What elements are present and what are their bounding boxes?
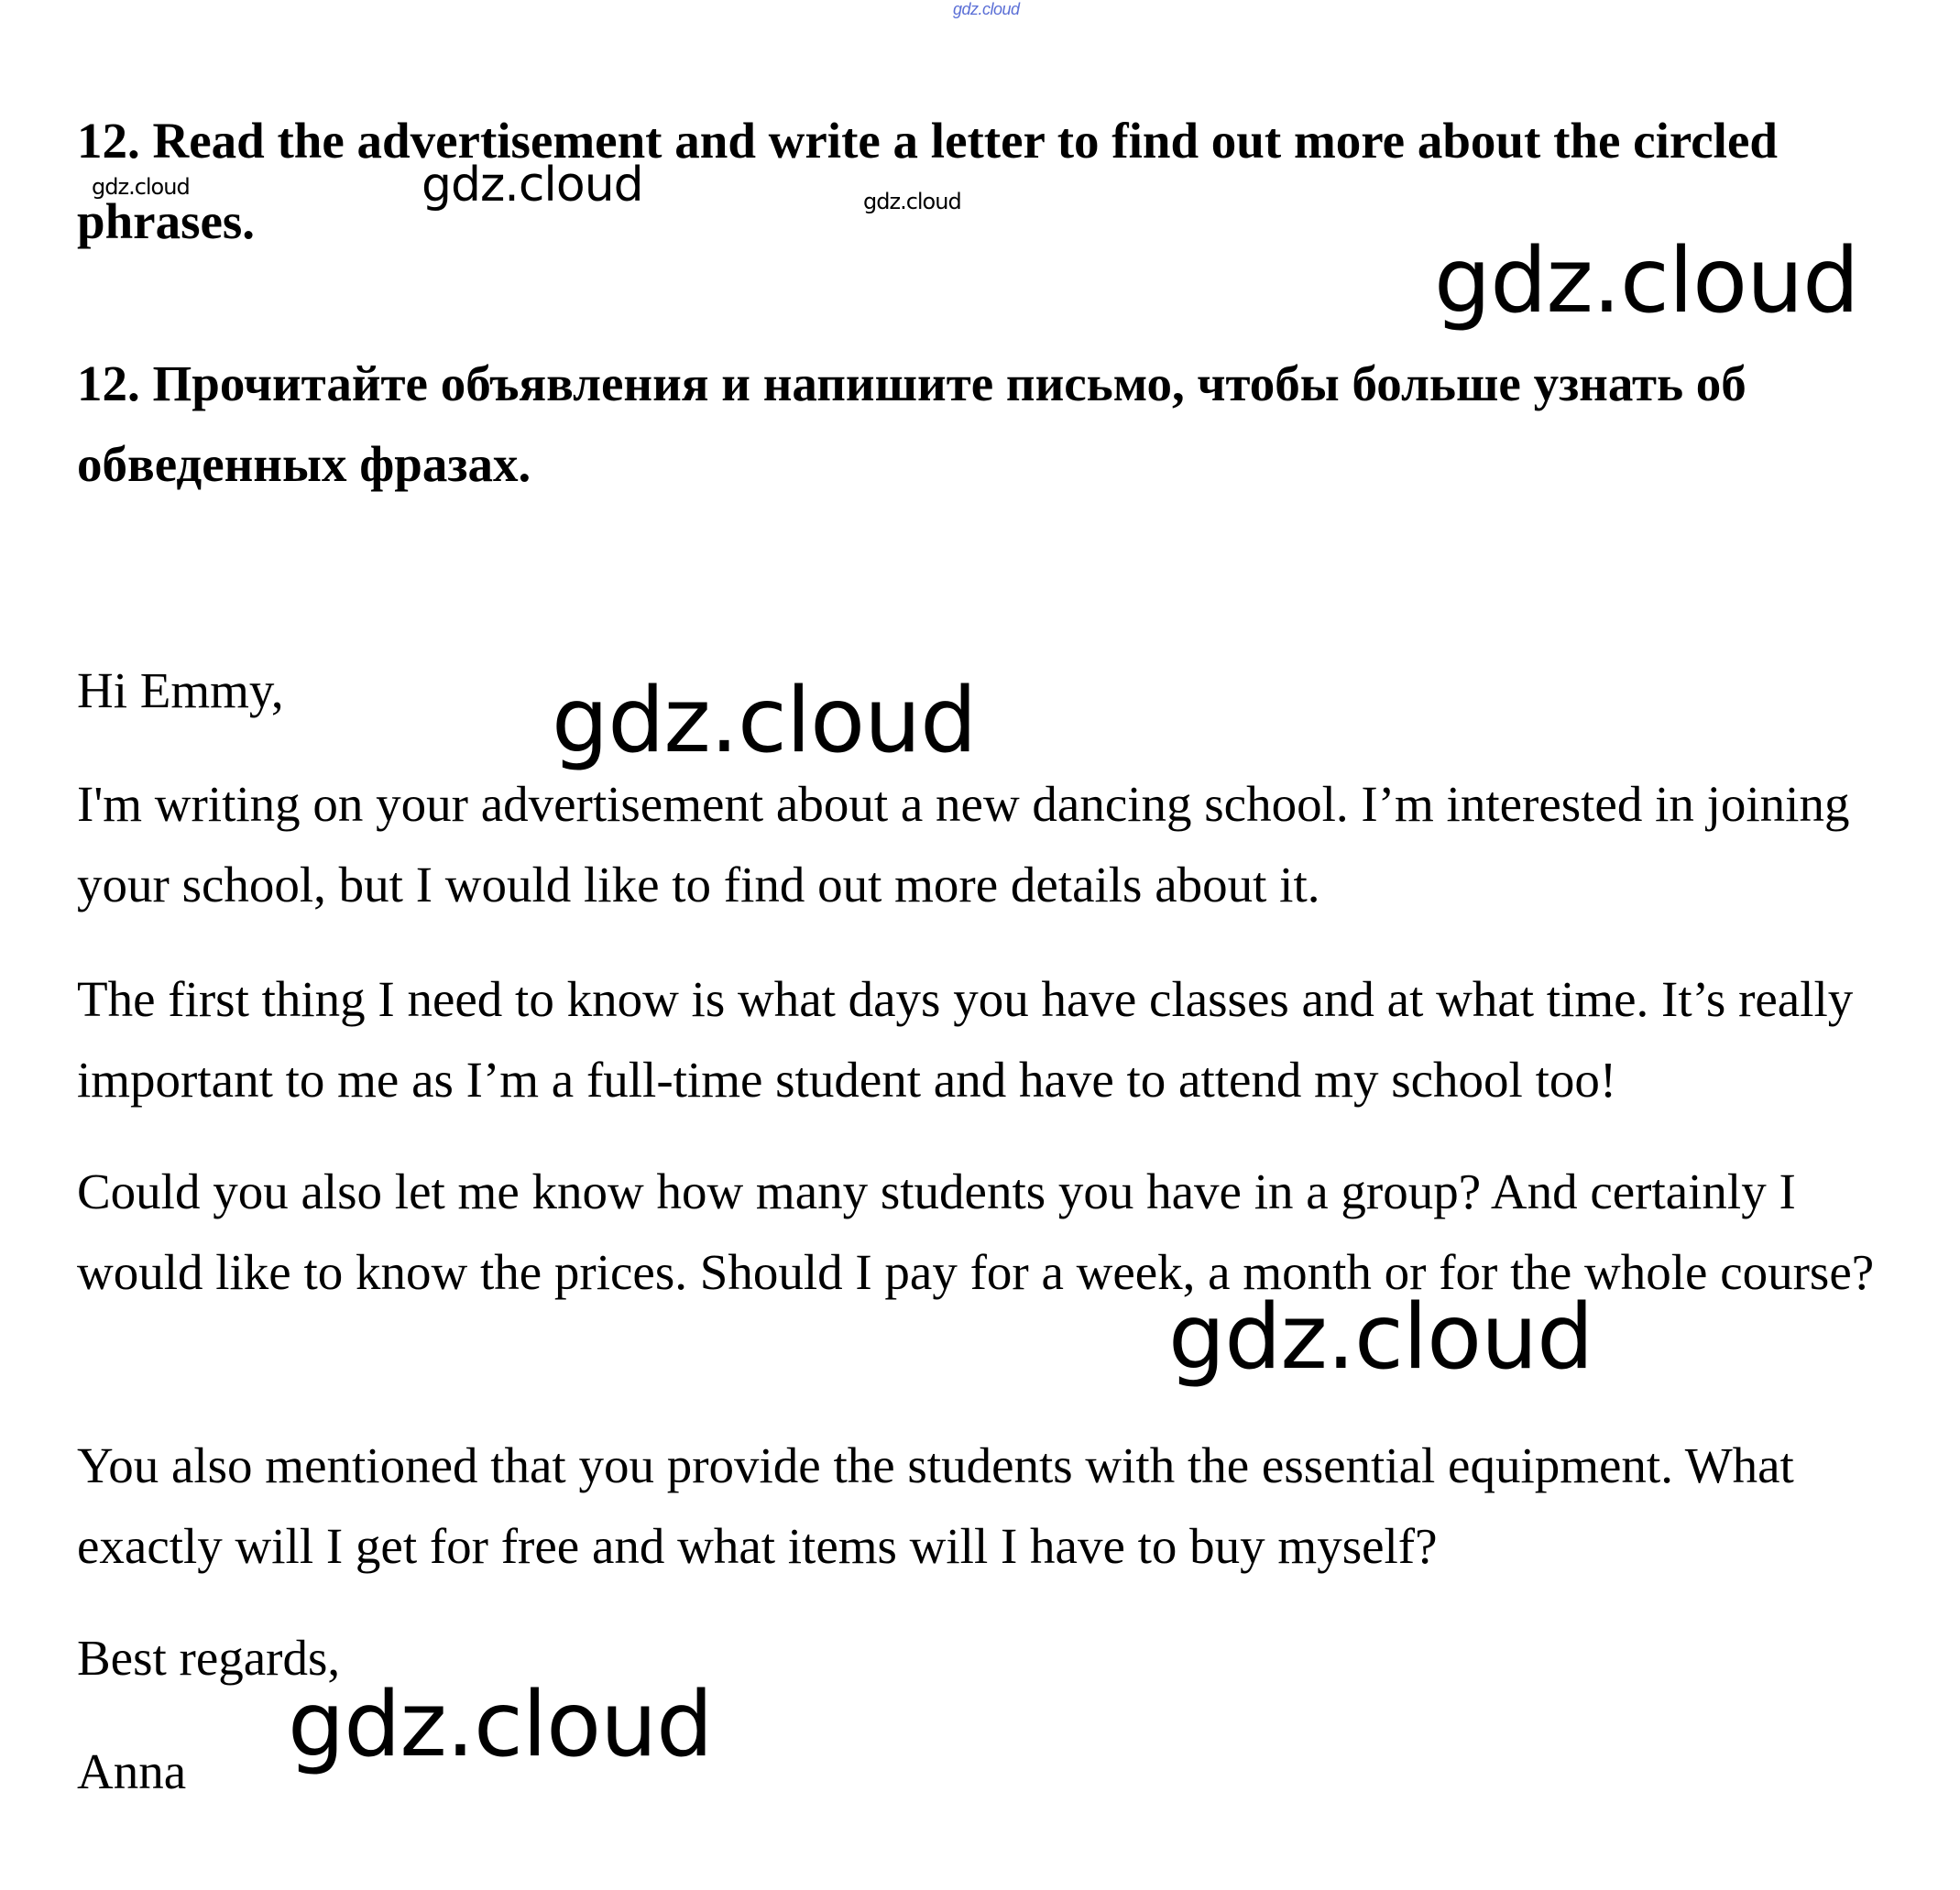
- watermark: gdz.cloud: [1168, 1285, 1593, 1390]
- watermark: gdz.cloud: [288, 1673, 713, 1777]
- letter-signature: Anna: [77, 1743, 187, 1799]
- letter-paragraph: You also mentioned that you provide the students with the essential equipment. What exactly will I get for free and what items will I have to buy myself?: [77, 1437, 1794, 1574]
- letter-greeting: Hi Emmy,: [77, 662, 284, 718]
- watermark: gdz.cloud: [422, 158, 643, 213]
- letter-paragraph: The first thing I need to know is what days you have classes and at what time. It’s really important to me as I’m a full-time student and have to attend my school too!: [77, 971, 1854, 1108]
- watermark: gdz.cloud: [1434, 229, 1859, 333]
- top-watermark: gdz.cloud: [953, 0, 1020, 18]
- task-russian: 12. Прочитайте объявления и напишите письмо, чтобы больше узнать об обведенных фразах.: [77, 355, 1746, 492]
- letter-paragraph: Could you also let me know how many students you have in a group? And certainly I would like to know the prices. Should I pay for a week, a month or for the whole course?: [77, 1163, 1875, 1300]
- task-english: 12. Read the advertisement and write a letter to find out more about the circled phrases.: [77, 113, 1778, 249]
- watermark: gdz.cloud: [863, 189, 961, 214]
- letter-closing: Best regards,: [77, 1630, 341, 1686]
- watermark: gdz.cloud: [92, 174, 190, 200]
- watermark: gdz.cloud: [552, 669, 977, 773]
- letter-paragraph: I'm writing on your advertisement about a new dancing school. I’m interested in joining your school, but I would like to find out more details about it.: [77, 776, 1850, 912]
